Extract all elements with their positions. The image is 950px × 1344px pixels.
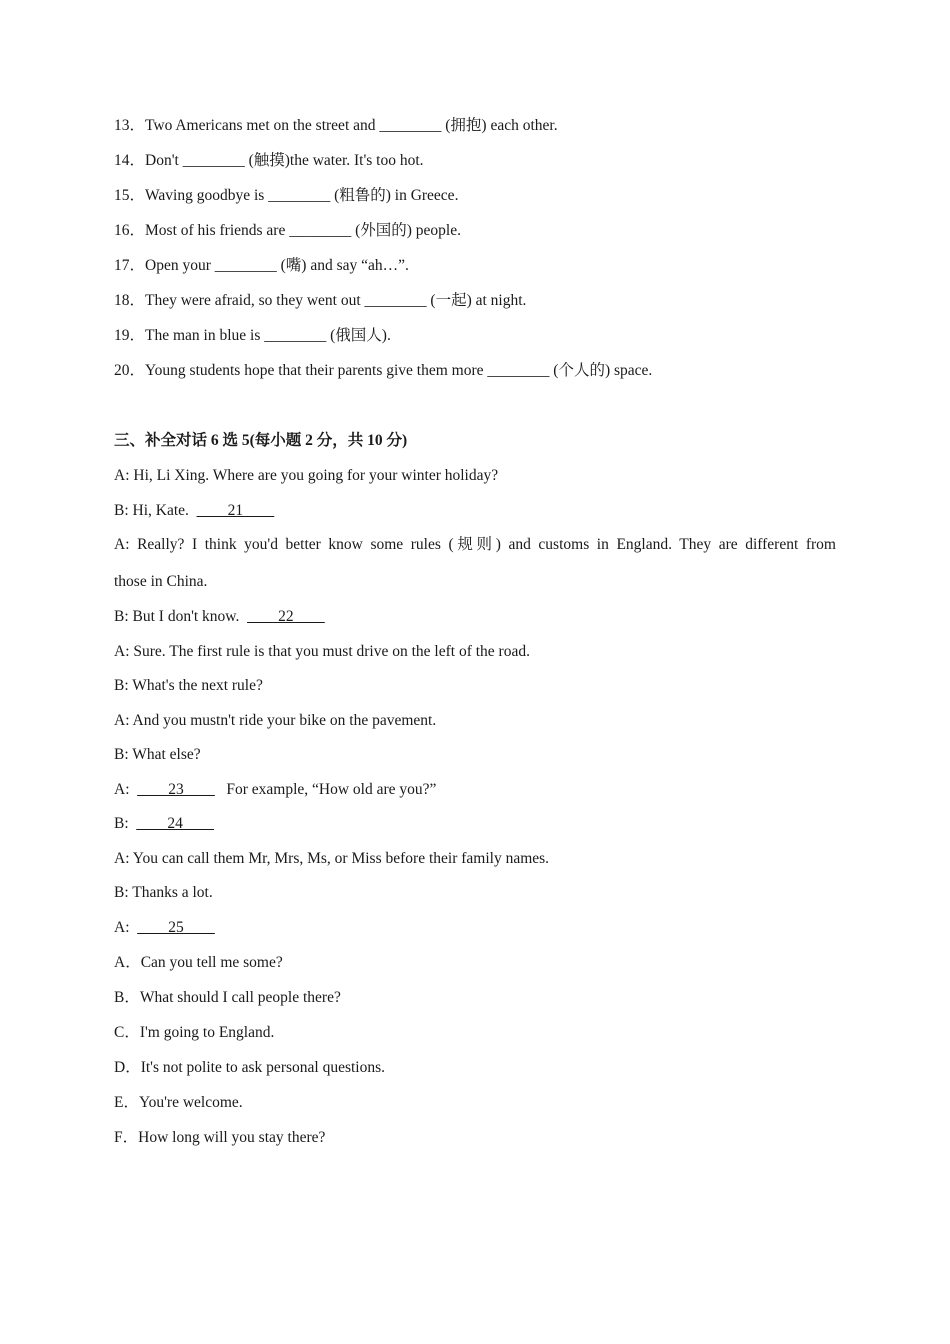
- question-text: Open your: [145, 257, 215, 274]
- answer-blank[interactable]: ________: [182, 152, 245, 169]
- option-d: D．It's not polite to ask personal questions.: [114, 1059, 386, 1076]
- answer-blank-24[interactable]: ____24____: [136, 815, 214, 832]
- question-number: 17．: [114, 257, 146, 274]
- question-19: [114, 326, 391, 346]
- question-number: 15．: [114, 187, 146, 204]
- dialogue-line: [114, 780, 436, 800]
- section-heading: 三、补全对话 6 选 5(每小题 2 分，共 10 分): [114, 432, 408, 449]
- dialogue-line: A: Sure. The first rule is that you must drive on the left of the road.: [114, 643, 530, 660]
- dialogue-line: A: You can call them Mr, Mrs, Ms, or Miss before their family names.: [114, 850, 550, 867]
- question-number: 13．: [114, 117, 146, 134]
- dialogue-line: B: What's the next rule?: [114, 677, 263, 694]
- question-text: Waving goodbye is: [145, 187, 269, 204]
- dialogue-line: A: Really? I think you'd better know some rules (规则) and customs in England. They are different from: [114, 536, 836, 553]
- question-hint: (粗鲁的) in Greece.: [330, 187, 459, 204]
- question-18: [114, 291, 526, 311]
- answer-blank-25[interactable]: ____25____: [137, 919, 215, 936]
- speaker-text: B:: [114, 815, 129, 832]
- speaker-text: B: Hi, Kate.: [114, 502, 189, 519]
- option-a: A．Can you tell me some?: [114, 954, 283, 971]
- dialogue-line: [114, 501, 274, 521]
- question-16: [114, 221, 461, 241]
- answer-blank[interactable]: ________: [379, 117, 442, 134]
- dialogue-text: For example, “How old are you?”: [226, 781, 437, 798]
- dialogue-line: A: And you mustn't ride your bike on the pavement.: [114, 712, 437, 729]
- answer-blank[interactable]: ________: [264, 327, 327, 344]
- question-hint: (个人的) space.: [549, 362, 653, 379]
- dialogue-line: A: Hi, Li Xing. Where are you going for your winter holiday?: [114, 467, 499, 484]
- speaker-text: A:: [114, 781, 130, 798]
- option-e: E．You're welcome.: [114, 1094, 243, 1111]
- question-number: 19．: [114, 327, 146, 344]
- question-17: [114, 256, 409, 276]
- answer-blank[interactable]: ________: [289, 222, 352, 239]
- question-text: Two Americans met on the street and: [145, 117, 380, 134]
- dialogue-line: [114, 814, 214, 834]
- question-hint: (一起) at night.: [426, 292, 527, 309]
- speaker-text: A:: [114, 919, 130, 936]
- dialogue-line: B: What else?: [114, 746, 201, 763]
- answer-blank-21[interactable]: ____21____: [196, 502, 275, 519]
- question-hint: (外国的) people.: [351, 222, 461, 239]
- question-hint: (触摸)the water. It's too hot.: [244, 152, 424, 169]
- question-text: Don't: [145, 152, 183, 169]
- question-text: They were afraid, so they went out: [145, 292, 365, 309]
- answer-blank[interactable]: ________: [364, 292, 427, 309]
- question-20: [114, 361, 652, 381]
- question-hint: (拥抱) each other.: [441, 117, 558, 134]
- dialogue-line: [114, 607, 325, 627]
- option-b: B．What should I call people there?: [114, 989, 341, 1006]
- option-f: F．How long will you stay there?: [114, 1129, 326, 1146]
- dialogue-line: [114, 918, 215, 938]
- question-number: 14．: [114, 152, 146, 169]
- question-number: 20．: [114, 362, 146, 379]
- dialogue-line: B: Thanks a lot.: [114, 884, 213, 901]
- question-14: [114, 151, 424, 171]
- option-c: C．I'm going to England.: [114, 1024, 275, 1041]
- answer-blank-23[interactable]: ____23____: [137, 781, 215, 798]
- question-15: [114, 186, 458, 206]
- question-hint: (嘴) and say “ah…”.: [276, 257, 409, 274]
- question-number: 18．: [114, 292, 146, 309]
- dialogue-line: those in China.: [114, 573, 208, 590]
- question-text: The man in blue is: [145, 327, 265, 344]
- answer-blank[interactable]: ________: [487, 362, 550, 379]
- question-number: 16．: [114, 222, 146, 239]
- answer-blank[interactable]: ________: [268, 187, 331, 204]
- question-text: Young students hope that their parents give them more: [145, 362, 488, 379]
- question-13: [114, 116, 558, 136]
- speaker-text: B: But I don't know.: [114, 608, 240, 625]
- answer-blank[interactable]: ________: [214, 257, 277, 274]
- question-hint: (俄国人).: [326, 327, 391, 344]
- question-text: Most of his friends are: [145, 222, 290, 239]
- answer-blank-22[interactable]: ____22____: [247, 608, 325, 625]
